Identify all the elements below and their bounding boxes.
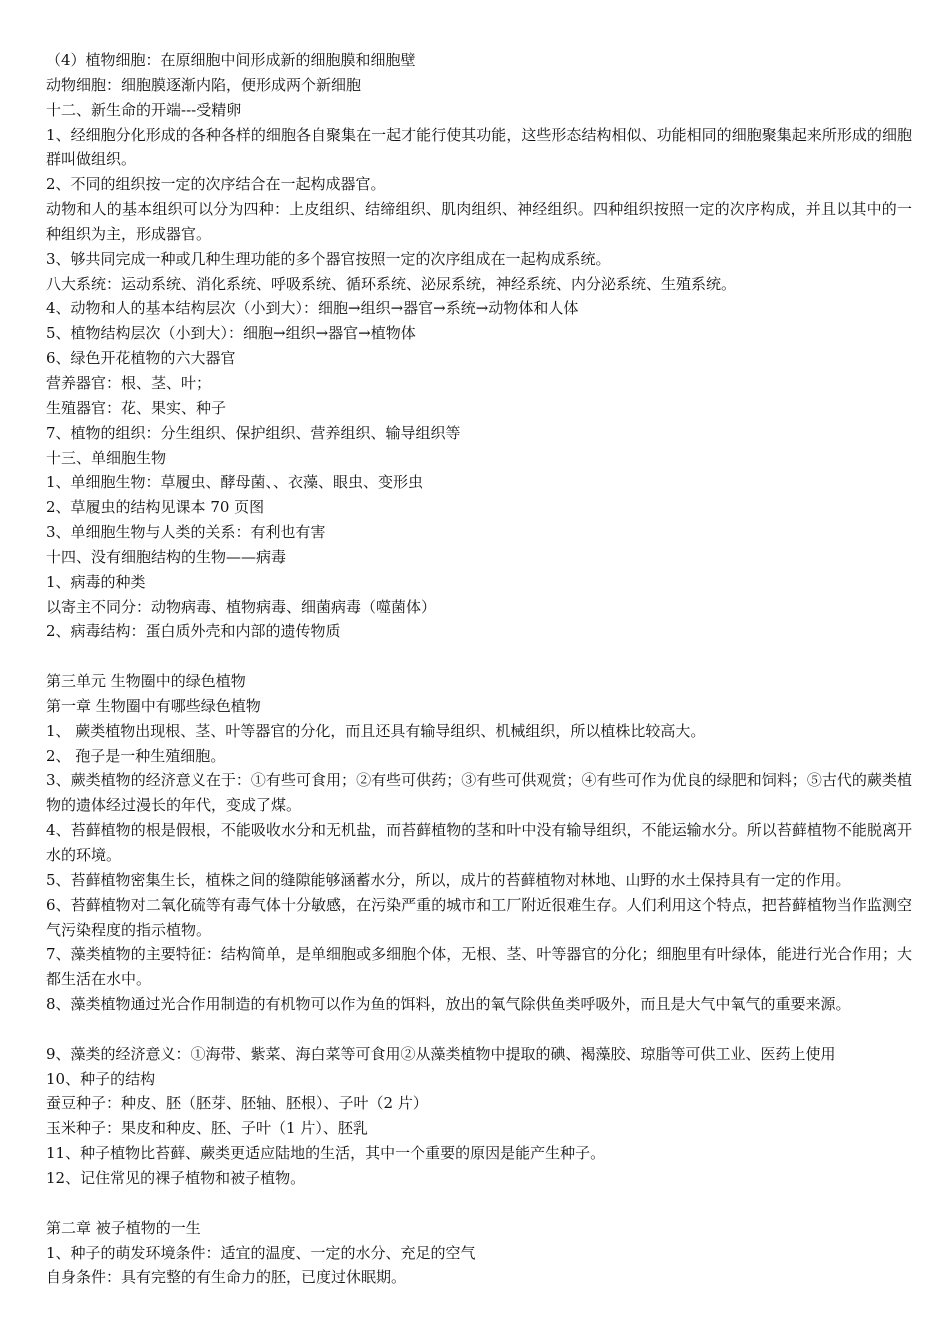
document-page [46, 48, 912, 1290]
text-line: 动物细胞：细胞膜逐渐内陷，便形成两个新细胞 [46, 75, 362, 94]
text-line: 6、苔藓植物对二氧化硫等有毒气体十分敏感，在污染严重的城市和工厂附近很难生存。人们利用这个特点，把苔藓植物当作监测空气污染程度的指示植物。 [46, 895, 912, 939]
text-line: 蚕豆种子：种皮、胚（胚芽、胚轴、胚根）、子叶（2 片） [46, 1094, 428, 1113]
text-line: 1、病毒的种类 [46, 572, 146, 591]
text-line: 生殖器官：花、果实、种子 [46, 398, 227, 417]
blank-line [46, 1191, 912, 1216]
text-line: 12、记住常见的裸子植物和被子植物。 [46, 1168, 306, 1187]
text-line: 自身条件：具有完整的有生命力的胚，已度过休眠期。 [46, 1268, 407, 1287]
text-line: 十四、没有细胞结构的生物——病毒 [46, 547, 287, 566]
text-line: 9、藻类的经济意义：①海带、紫菜、海白菜等可食用②从藻类植物中提取的碘、褐藻胶、琼脂等可供工业、医药上使用 [46, 1044, 836, 1063]
text-line: 3、单细胞生物与人类的关系：有利也有害 [46, 523, 326, 542]
text-line: 2、不同的组织按一定的次序结合在一起构成器官。 [46, 175, 386, 194]
text-line: 7、植物的组织：分生组织、保护组织、营养组织、输导组织等 [46, 423, 461, 442]
text-line: 2、病毒结构：蛋白质外壳和内部的遗传物质 [46, 622, 341, 641]
text-line: 1、单细胞生物：草履虫、酵母菌、、衣藻、眼虫、变形虫 [46, 473, 424, 492]
text-line: 营养器官：根、茎、叶； [46, 373, 212, 392]
text-line: 2、草履虫的结构见课本 70 页图 [46, 498, 265, 517]
blank-line [46, 1017, 912, 1042]
text-line: 7、藻类植物的主要特征：结构简单，是单细胞或多细胞个体，无根、茎、叶等器官的分化；细胞里有叶绿体，能进行光合作用；大都生活在水中。 [46, 945, 912, 989]
text-line: 5、苔藓植物密集生长，植株之间的缝隙能够涵蓄水分，所以，成片的苔藓植物对林地、山野的水土保持具有一定的作用。 [46, 870, 851, 889]
text-line: 十三、单细胞生物 [46, 448, 167, 467]
text-line: 11、种子植物比苔藓、蕨类更适应陆地的生活，其中一个重要的原因是能产生种子。 [46, 1144, 606, 1163]
text-line: 10、种子的结构 [46, 1069, 156, 1088]
text-line: 5、植物结构层次（小到大）：细胞→组织→器官→植物体 [46, 324, 416, 343]
text-line: 3、蕨类植物的经济意义在于：①有些可食用；②有些可供药；③有些可供观赏；④有些可作为优良的绿肥和饲料；⑤古代的蕨类植物的遗体经过漫长的年代，变成了煤。 [46, 771, 912, 815]
text-line: 4、苔藓植物的根是假根，不能吸收水分和无机盐，而苔藓植物的茎和叶中没有输导组织，不能运输水分。所以苔藓植物不能脱离开水的环境。 [46, 821, 912, 864]
text-line: 动物和人的基本组织可以分为四种：上皮组织、结缔组织、肌肉组织、神经组织。四种组织按照一定的次序构成，并且以其中的一种组织为主，形成器官。 [46, 200, 912, 243]
blank-line [46, 644, 912, 669]
text-line: 1、经细胞分化形成的各种各样的细胞各自聚集在一起才能行使其功能，这些形态结构相似、功能相同的细胞聚集起来所形成的细胞群叫做组织。 [46, 125, 912, 169]
text-line: 6、绿色开花植物的六大器官 [46, 349, 236, 368]
text-line: （4）植物细胞：在原细胞中间形成新的细胞膜和细胞壁 [46, 51, 416, 69]
text-line: 第三单元 生物圈中的绿色植物 [46, 672, 246, 691]
text-line: 玉米种子：果皮和种皮、胚、子叶（1 片）、胚乳 [46, 1119, 368, 1138]
text-line: 3、够共同完成一种或几种生理功能的多个器官按照一定的次序组成在一起构成系统。 [46, 249, 611, 268]
text-line: 以寄主不同分：动物病毒、植物病毒、细菌病毒（噬菌体） [46, 597, 437, 616]
text-line: 2、 孢子是一种生殖细胞。 [46, 746, 226, 765]
text-line: 八大系统：运动系统、消化系统、呼吸系统、循环系统、泌尿系统，神经系统、内分泌系统、生殖系统。 [46, 274, 737, 293]
text-line: 1、种子的萌发环境条件：适宜的温度、一定的水分、充足的空气 [46, 1243, 476, 1262]
text-line: 1、 蕨类植物出现根、茎、叶等器官的分化，而且还具有输导组织、机械组织，所以植株比较高大。 [46, 721, 706, 740]
text-line: 第一章 生物圈中有哪些绿色植物 [46, 696, 261, 715]
text-line: 4、动物和人的基本结构层次（小到大）：细胞→组织→器官→系统→动物体和人体 [46, 299, 579, 318]
text-line: 8、藻类植物通过光合作用制造的有机物可以作为鱼的饵料，放出的氧气除供鱼类呼吸外，而且是大气中氧气的重要来源。 [46, 995, 851, 1014]
text-line: 第二章 被子植物的一生 [46, 1218, 201, 1237]
text-line: 十二、新生命的开端---受精卵 [46, 100, 242, 119]
